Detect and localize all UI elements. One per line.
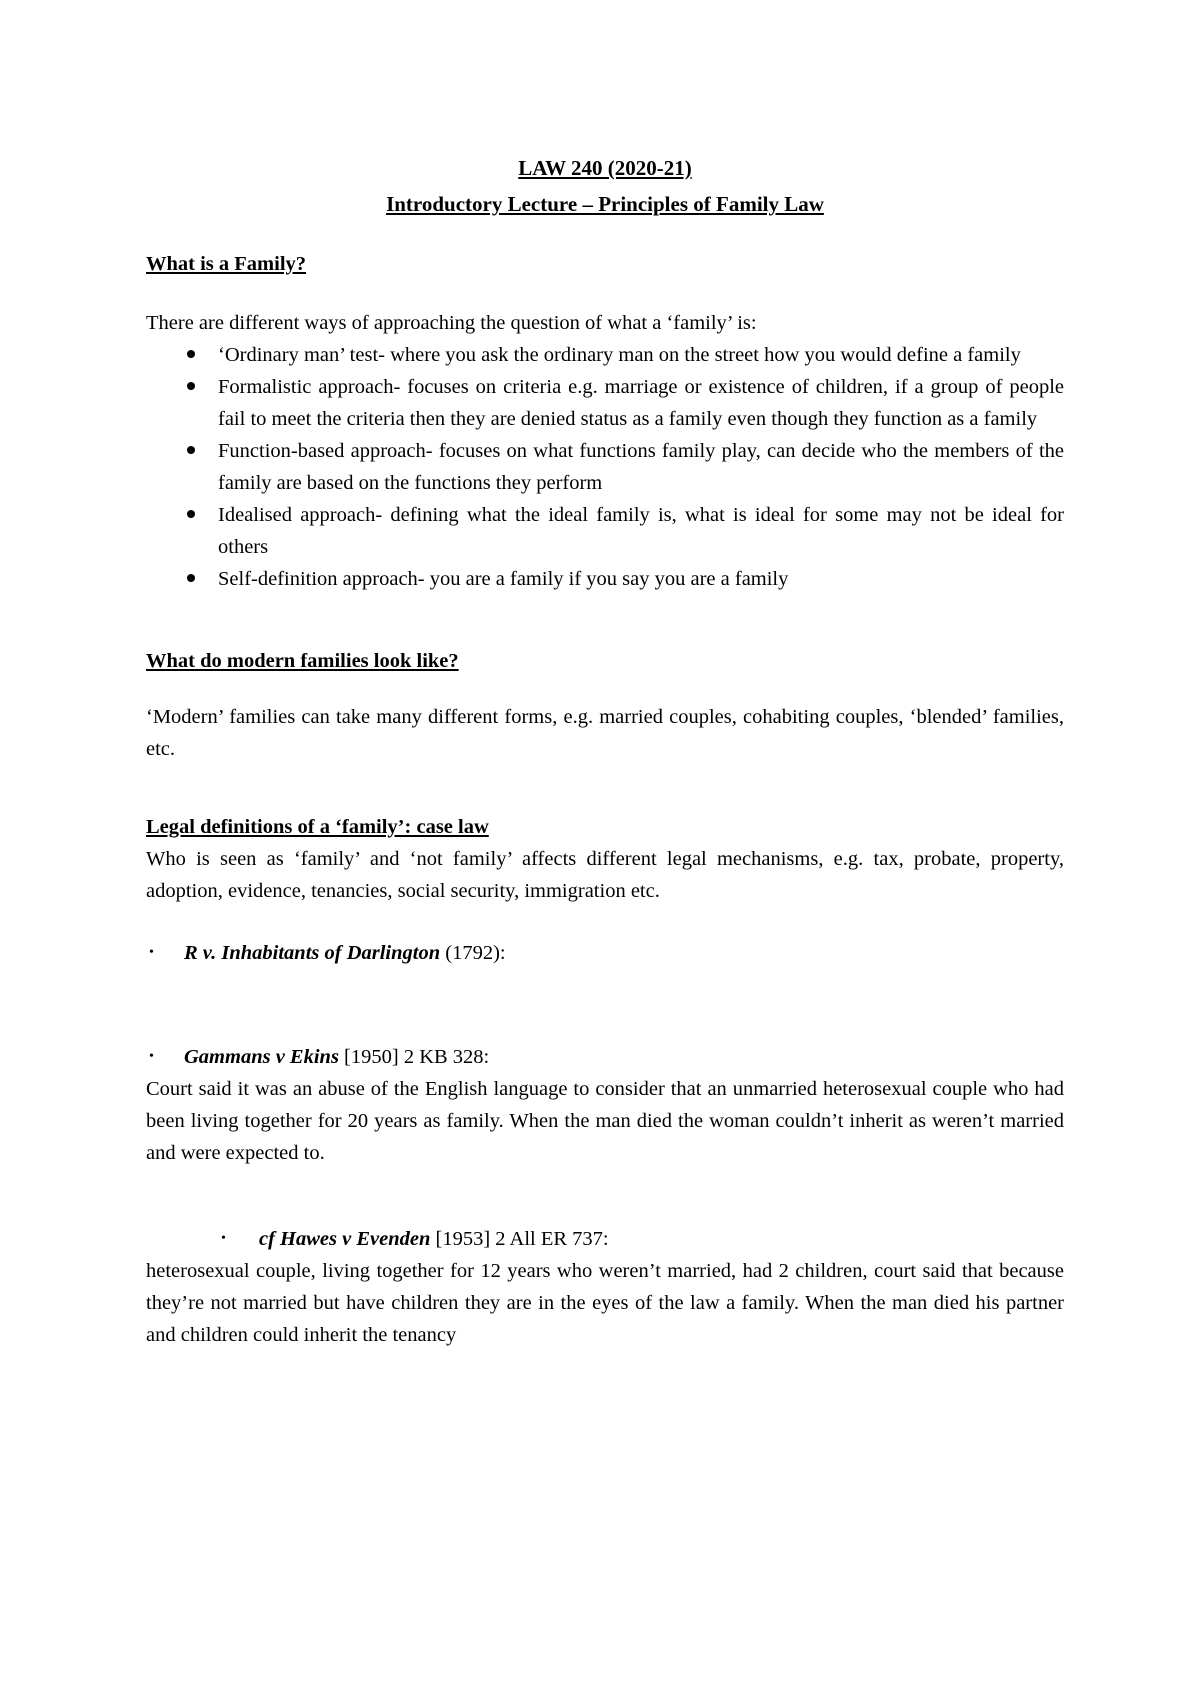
- legal-definitions-paragraph: Who is seen as ‘family’ and ‘not family’ affects different legal mechanisms, e.g. tax, probate, property, adoption, evidence, tenancies, social security, immigration etc.: [146, 848, 1064, 902]
- case-name: R v. Inhabitants of Darlington: [184, 942, 441, 964]
- bullet-icon: •: [221, 1231, 226, 1246]
- course-title: LAW 240 (2020-21): [518, 156, 692, 180]
- bullet-icon: [187, 446, 195, 454]
- intro-paragraph: There are different ways of approaching the question of what a ‘family’ is:: [146, 312, 757, 334]
- bullet-icon: •: [149, 945, 154, 960]
- list-item: ‘Ordinary man’ test- where you ask the ordinary man on the street how you would define a family: [146, 339, 1064, 371]
- approaches-list: [146, 339, 1064, 595]
- case-note-hawes: heterosexual couple, living together for 12 years who weren’t married, had 2 children, court said that because they’re not married but have children they are in the eyes of the law a family. When the man died his partner and children could inherit the tenancy: [146, 1260, 1064, 1346]
- case-darlington: [146, 937, 1064, 969]
- list-item: Self-definition approach- you are a family if you say you are a family: [146, 563, 1064, 595]
- lecture-title: Introductory Lecture – Principles of Family Law: [386, 192, 824, 216]
- list-item: Formalistic approach- focuses on criteria e.g. marriage or existence of children, if a group of people fail to meet the criteria then they are denied status as a family even though they function as a family: [146, 371, 1064, 435]
- document-page: [146, 150, 1064, 1351]
- case-citation: [1953] 2 All ER 737:: [430, 1228, 609, 1250]
- case-hawes: [146, 1223, 1064, 1255]
- case-name: cf Hawes v Evenden: [259, 1228, 431, 1250]
- case-note-gammans: Court said it was an abuse of the English language to consider that an unmarried heterosexual couple who had been living together for 20 years as family. When the man died the woman couldn’t inherit as weren’t married and were expected to.: [146, 1078, 1064, 1164]
- heading-what-is-family: What is a Family?: [146, 253, 307, 275]
- bullet-icon: •: [149, 1049, 154, 1064]
- modern-families-paragraph: ‘Modern’ families can take many different forms, e.g. married couples, cohabiting couples, ‘blended’ families, etc.: [146, 706, 1064, 760]
- bullet-icon: [187, 382, 195, 390]
- case-gammans: [146, 1041, 1064, 1073]
- bullet-icon: [187, 574, 195, 582]
- heading-legal-definitions: Legal definitions of a ‘family’: case law: [146, 816, 489, 838]
- heading-modern-families: What do modern families look like?: [146, 650, 459, 672]
- bullet-icon: [187, 350, 195, 358]
- list-item: Idealised approach- defining what the ideal family is, what is ideal for some may not be ideal for others: [146, 499, 1064, 563]
- case-citation: [1950] 2 KB 328:: [338, 1046, 490, 1068]
- case-name: Gammans v Ekins: [184, 1046, 339, 1068]
- case-citation: (1792):: [440, 942, 506, 964]
- bullet-icon: [187, 510, 195, 518]
- list-item: Function-based approach- focuses on what functions family play, can decide who the members of the family are based on the functions they perform: [146, 435, 1064, 499]
